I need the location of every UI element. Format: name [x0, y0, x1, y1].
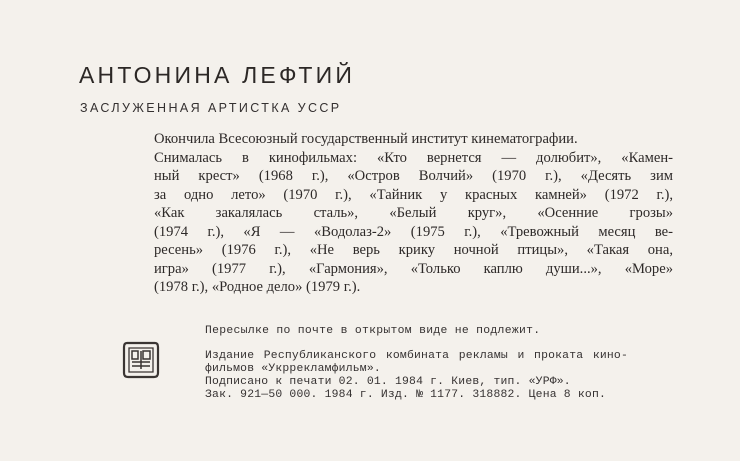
bio-line: Окончила Всесоюзный государственный институт кинематографии.: [154, 131, 578, 147]
imprint-line: Зак. 921—50 000. 1984 г. Изд. № 1177. 318882. Цена 8 коп.: [205, 389, 607, 401]
imprint-line: фильмов «Укррекламфильм».: [205, 363, 381, 375]
bio-line: ресень» (1976 г.), «Не верь крику ночной птицы», «Такая она,: [154, 242, 673, 258]
bio-line: за одно лето» (1970 г.), «Тайник у красных камней» (1972 г.),: [154, 186, 673, 203]
bio-line: «Как закалялась сталь», «Белый круг», «Осенние грозы»: [154, 205, 673, 221]
imprint-line: Издание Республиканского комбината рекламы и проката кино-: [205, 350, 628, 362]
bio-line: (1978 г.), «Родное дело» (1979 г.).: [154, 279, 361, 295]
actress-name: АНТОНИНА ЛЕФТИЙ: [79, 62, 356, 88]
publisher-logo: [121, 339, 161, 381]
publication-imprint: [205, 350, 628, 402]
bio-line: ный крест» (1968 г.), «Остров Волчий» (1970 г.), «Десять зим: [154, 168, 673, 184]
bio-line: (1974 г.), «Я — «Водолаз-2» (1975 г.), «Тревожный месяц ве-: [154, 223, 673, 240]
imprint-line: Подписано к печати 02. 01. 1984 г. Киев, тип. «УРФ».: [205, 376, 571, 388]
biography: [154, 130, 673, 297]
bio-line: Снималась в кинофильмах: «Кто вернется — долюбит», «Камен-: [154, 149, 673, 166]
bio-line: игра» (1977 г.), «Гармония», «Только каплю души...», «Море»: [154, 260, 673, 277]
postal-notice: Пересылке по почте в открытом виде не подлежит.: [205, 325, 541, 337]
honorary-title: ЗАСЛУЖЕННАЯ АРТИСТКА УССР: [80, 101, 342, 115]
